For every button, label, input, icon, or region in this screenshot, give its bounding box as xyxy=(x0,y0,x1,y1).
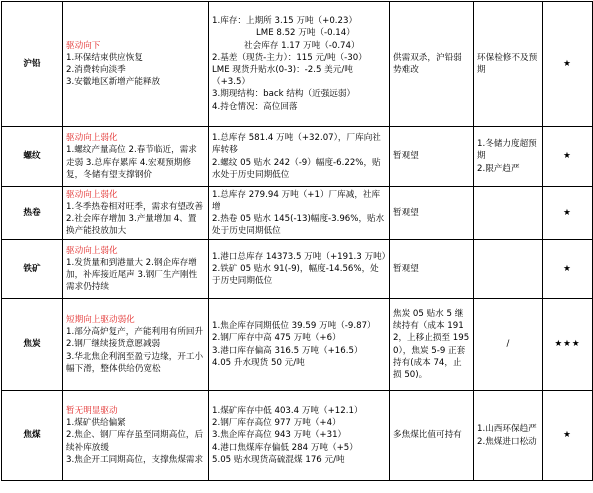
driver-item: 1.发货量和到港量大 2.钢企库存增加，补库接近尾声 3.钢厂生产刚性需求仍持续 xyxy=(66,257,198,293)
risk-factors xyxy=(474,240,543,299)
driver-item: 2.焦企、钢厂库存虽至同期高位，后续补库放缓 xyxy=(66,430,204,453)
data-item: 2.钢厂库存中高 475 万吨（+6） xyxy=(212,333,341,344)
driver-logic xyxy=(63,240,209,299)
driver-heading: 驱动向上弱化 xyxy=(66,133,118,144)
data-item: 4.持仓情况：高位回落 xyxy=(212,101,298,112)
risk-factors xyxy=(474,127,543,187)
commodity-name: 热卷 xyxy=(2,187,63,240)
rating-stars: ★ xyxy=(543,240,593,299)
driver-item: 3.华北焦企利润至盈亏边缘，开工小幅下滑，整体供给仍宽松 xyxy=(66,351,204,374)
strategy-view: 焦炭 05 贴水 5 继续持有（成本 1912，上移止损至 1950），焦炭 5-9 正套持有(成本 74，止损 50)。 xyxy=(390,299,474,391)
strategy-view: 暂观望 xyxy=(390,127,474,187)
table-row xyxy=(2,391,593,481)
data-item: LME 8.52 万吨（-0.14） xyxy=(256,28,355,39)
risk-factors xyxy=(474,391,543,481)
commodity-name: 焦煤 xyxy=(2,391,63,481)
data-points xyxy=(209,2,390,127)
risk-item: 环保检修不及预期 xyxy=(477,52,538,75)
risk-item: 1.山西环保趋严 xyxy=(477,424,537,435)
driver-item: 1.煤矿供给偏紧 xyxy=(66,418,126,429)
table-row xyxy=(2,240,593,299)
driver-logic xyxy=(63,2,209,127)
data-item: 1.焦企库存同期低位 39.59 万吨（-9.87） xyxy=(212,321,376,332)
data-item: 3.期现结构：back 结构（近强远弱） xyxy=(212,89,356,100)
data-item: 2.钢厂库存高位 977 万吨（+4） xyxy=(212,418,341,429)
risk-factors xyxy=(474,187,543,240)
driver-heading: 驱动向上弱化 xyxy=(66,245,118,256)
rating-stars: ★ xyxy=(543,2,593,127)
driver-logic xyxy=(63,127,209,187)
data-item: 1.总库存 581.4 万吨（+32.07），厂库向社库转移 xyxy=(212,133,381,156)
data-item: 2.螺纹 05 贴水 242（-9）幅度-6.22%，贴水处于历史同期低位 xyxy=(212,157,381,180)
driver-logic xyxy=(63,299,209,391)
driver-logic xyxy=(63,391,209,481)
data-item: 社会库存 1.17 万吨（-0.74） xyxy=(244,40,360,51)
data-item: 3.港口库存偏高 316.5 万吨（+16.5） xyxy=(212,345,363,356)
driver-item: 2.消费转向淡季 xyxy=(66,65,126,75)
rating-stars: ★ xyxy=(543,391,593,481)
strategy-view: 暂观望 xyxy=(390,187,474,240)
table-row xyxy=(2,127,593,187)
driver-heading: 暂无明显驱动 xyxy=(66,405,118,416)
commodity-name: 铁矿 xyxy=(2,240,63,299)
driver-item: 3.焦企开工同期高位，支撑焦煤需求 xyxy=(66,454,204,465)
driver-item: 3.安徽地区新增产能释放 xyxy=(66,77,161,88)
data-points xyxy=(209,240,390,299)
data-item: 1.煤矿库存中低 403.4 万吨（+12.1） xyxy=(212,405,363,416)
strategy-view: 暂观望 xyxy=(390,240,474,299)
driver-logic xyxy=(63,187,209,240)
data-points xyxy=(209,299,390,391)
driver-heading: 驱动向下 xyxy=(66,40,101,51)
data-points xyxy=(209,391,390,481)
driver-item: 2.钢厂继续接货意愿减弱 xyxy=(66,339,161,350)
driver-heading: 驱动向上弱化 xyxy=(66,189,118,200)
rating-stars: ★ xyxy=(543,127,593,187)
commodity-name: 焦炭 xyxy=(2,299,63,391)
data-item: 1.港口总库存 14373.5 万吨（+191.3 万吨） xyxy=(212,251,391,262)
strategy-table xyxy=(1,1,593,481)
strategy-view: 供需双杀，沪铅弱势难改 xyxy=(390,2,474,127)
commodity-name: 螺纹 xyxy=(2,127,63,187)
driver-item: 1.冬季热卷相对旺季，需求有望改善 2.社会库存增加 3.产量增加 4、置换产能投放加大 xyxy=(66,201,204,237)
risk-item: 2.限产趋严 xyxy=(477,163,520,174)
data-item: 4.港口焦煤库存偏低 284 万吨（+5） xyxy=(212,442,358,453)
commodity-name: 沪铅 xyxy=(2,2,63,127)
risk-item: 1.冬储力度超预期 xyxy=(477,139,537,162)
driver-item: 1.螺纹产量高位 2.春节临近，需求走弱 3.总库存累库 4.宏观预期修复，冬储有望支撑钢价 xyxy=(66,145,197,180)
data-item: 1.总库存 279.94 万吨（+1）厂库减，社库增 xyxy=(212,189,381,212)
risk-factors: / xyxy=(474,299,543,391)
strategy-view: 多焦煤比值可持有 xyxy=(390,391,474,481)
data-item: 5.05 贴水现货高硫混煤 176 元/吨 xyxy=(212,454,345,465)
data-item: 3.焦企库存高位 943 万吨（+31） xyxy=(212,430,347,441)
table-row xyxy=(2,2,593,127)
driver-heading: 短期向上驱动弱化 xyxy=(66,314,135,325)
risk-item: 2.焦煤进口松动 xyxy=(477,436,537,447)
data-points xyxy=(209,127,390,187)
driver-item: 1.部分高炉复产，产能利用有所回升 xyxy=(66,327,204,338)
rating-stars: ★ xyxy=(543,187,593,240)
data-item: 4.05 升水现货 50 元/吨 xyxy=(212,357,305,368)
driver-item: 1.环保结束供应恢复 xyxy=(66,52,143,63)
data-item: 2.铁矿 05 贴水 91(-9)，幅度-14.56%，处于历史同期低位 xyxy=(212,263,379,287)
table-row xyxy=(2,187,593,240)
rating-stars: ★★★ xyxy=(543,299,593,391)
data-item: LME 现货升贴水(0-3)：-2.5 美元/吨（+3.5） xyxy=(212,65,353,88)
data-item: 2.基差（现货-主力）：115 元/吨（-30） xyxy=(212,52,367,63)
risk-factors xyxy=(474,2,543,127)
data-item: 1.库存：上期所 3.15 万吨（+0.23） xyxy=(212,16,358,27)
data-points xyxy=(209,187,390,240)
data-item: 2.热卷 05 贴水 145(-13)幅度-3.96%，贴水处于历史同期低位 xyxy=(212,214,385,237)
table-row xyxy=(2,299,593,391)
